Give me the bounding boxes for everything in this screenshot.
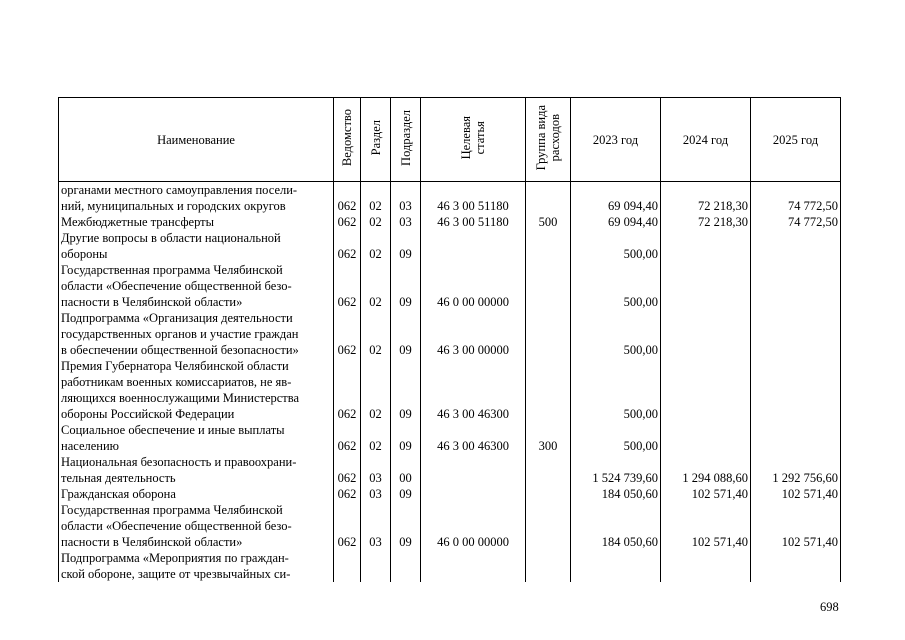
row-celevaya-statya: 46 0 00 00000 <box>421 262 526 310</box>
row-name-line: обороны Российской Федерации <box>61 407 235 421</box>
row-2024: 72 218,30 <box>661 182 751 215</box>
row-name <box>59 486 334 502</box>
row-name <box>59 262 334 310</box>
header-2025: 2025 год <box>751 98 841 182</box>
row-vedomstvo <box>334 550 361 582</box>
row-2023: 500,00 <box>571 262 661 310</box>
row-2025 <box>751 358 841 422</box>
row-gruppa-vida-rashodov <box>526 486 571 502</box>
row-2023: 500,00 <box>571 422 661 454</box>
budget-table <box>58 97 841 582</box>
row-gruppa-vida-rashodov <box>526 182 571 215</box>
row-vedomstvo: 062 <box>334 502 361 550</box>
row-name-line: Подпрограмма «Мероприятия по граждан- <box>61 551 289 565</box>
row-name-line: ской обороне, защите от чрезвычайных си- <box>61 567 291 581</box>
row-2025 <box>751 550 841 582</box>
row-2025 <box>751 230 841 262</box>
header-razdel: Раздел <box>361 98 391 182</box>
row-razdel: 02 <box>361 422 391 454</box>
table-row <box>59 454 841 486</box>
row-name-line: области «Обеспечение общественной безо- <box>61 279 292 293</box>
row-2024 <box>661 358 751 422</box>
row-razdel <box>361 550 391 582</box>
row-razdel: 02 <box>361 214 391 230</box>
row-razdel: 02 <box>361 358 391 422</box>
row-name-line: тельная деятельность <box>61 471 176 485</box>
row-celevaya-statya: 46 3 00 51180 <box>421 182 526 215</box>
row-vedomstvo: 062 <box>334 454 361 486</box>
row-podrazdel: 00 <box>391 454 421 486</box>
row-celevaya-statya <box>421 230 526 262</box>
table-row <box>59 486 841 502</box>
row-celevaya-statya: 46 3 00 46300 <box>421 358 526 422</box>
row-podrazdel: 09 <box>391 502 421 550</box>
row-name-line: Государственная программа Челябинской <box>61 503 283 517</box>
row-celevaya-statya: 46 3 00 00000 <box>421 310 526 358</box>
row-name-line: Другие вопросы в области национальной <box>61 231 281 245</box>
row-name-line: Премия Губернатора Челябинской области <box>61 359 289 373</box>
row-name-line: ляющихся военнослужащими Министерства <box>61 391 300 405</box>
row-2024 <box>661 230 751 262</box>
table-row <box>59 182 841 215</box>
row-2024 <box>661 310 751 358</box>
table-body <box>59 182 841 583</box>
row-2025 <box>751 422 841 454</box>
row-celevaya-statya <box>421 550 526 582</box>
row-podrazdel: 09 <box>391 486 421 502</box>
row-vedomstvo: 062 <box>334 310 361 358</box>
row-podrazdel: 03 <box>391 182 421 215</box>
table-row <box>59 422 841 454</box>
row-2024: 1 294 088,60 <box>661 454 751 486</box>
table-row <box>59 502 841 550</box>
table-row <box>59 550 841 582</box>
row-razdel: 03 <box>361 502 391 550</box>
row-name-line: Государственная программа Челябинской <box>61 263 283 277</box>
row-2023: 500,00 <box>571 230 661 262</box>
row-razdel: 02 <box>361 182 391 215</box>
row-name-line: Национальная безопасность и правоохрани- <box>61 455 297 469</box>
row-name <box>59 422 334 454</box>
row-gruppa-vida-rashodov <box>526 262 571 310</box>
row-gruppa-vida-rashodov: 300 <box>526 422 571 454</box>
row-name-line: органами местного самоуправления посели- <box>61 183 298 197</box>
row-name-line: обороны <box>61 247 108 261</box>
row-name-line: в обеспечении общественной безопасности» <box>61 343 299 357</box>
row-name-line: области «Обеспечение общественной безо- <box>61 519 292 533</box>
row-name <box>59 230 334 262</box>
header-gruppa-vida-rashodov: Группа вида расходов <box>526 98 571 182</box>
row-vedomstvo: 062 <box>334 182 361 215</box>
row-name-line: работникам военных комиссариатов, не яв- <box>61 375 292 389</box>
row-name-line: государственных органов и участие граждан <box>61 327 299 341</box>
row-gruppa-vida-rashodov <box>526 502 571 550</box>
row-celevaya-statya <box>421 454 526 486</box>
row-2025 <box>751 310 841 358</box>
row-gruppa-vida-rashodov <box>526 454 571 486</box>
row-2024 <box>661 550 751 582</box>
row-vedomstvo: 062 <box>334 230 361 262</box>
header-2023: 2023 год <box>571 98 661 182</box>
row-2025: 74 772,50 <box>751 214 841 230</box>
row-vedomstvo: 062 <box>334 214 361 230</box>
row-name <box>59 454 334 486</box>
row-2023: 500,00 <box>571 358 661 422</box>
row-podrazdel: 09 <box>391 262 421 310</box>
row-2023: 500,00 <box>571 310 661 358</box>
row-vedomstvo: 062 <box>334 486 361 502</box>
row-razdel: 03 <box>361 486 391 502</box>
row-2024: 72 218,30 <box>661 214 751 230</box>
row-2025 <box>751 262 841 310</box>
row-name <box>59 310 334 358</box>
header-name: Наименование <box>59 98 334 182</box>
row-2024: 102 571,40 <box>661 502 751 550</box>
row-2025: 1 292 756,60 <box>751 454 841 486</box>
row-name-line: Подпрограмма «Организация деятельности <box>61 311 293 325</box>
row-podrazdel: 09 <box>391 358 421 422</box>
page-number: 698 <box>820 600 839 614</box>
table-row <box>59 214 841 230</box>
row-gruppa-vida-rashodov <box>526 230 571 262</box>
row-name <box>59 550 334 582</box>
header-celevaya-statya: Целевая статья <box>421 98 526 182</box>
table-row <box>59 310 841 358</box>
row-gruppa-vida-rashodov <box>526 550 571 582</box>
row-vedomstvo: 062 <box>334 262 361 310</box>
header-vedomstvo: Ведомство <box>334 98 361 182</box>
row-name <box>59 182 334 215</box>
row-name-line: пасности в Челябинской области» <box>61 295 243 309</box>
table-row <box>59 230 841 262</box>
row-2024 <box>661 262 751 310</box>
row-name <box>59 358 334 422</box>
row-name-line: ний, муниципальных и городских округов <box>61 199 286 213</box>
row-razdel: 02 <box>361 310 391 358</box>
header-podrazdel: Подраздел <box>391 98 421 182</box>
header-row <box>59 98 841 182</box>
row-2025: 74 772,50 <box>751 182 841 215</box>
row-vedomstvo: 062 <box>334 422 361 454</box>
row-name <box>59 214 334 230</box>
row-2023: 69 094,40 <box>571 182 661 215</box>
table-row <box>59 358 841 422</box>
row-2024: 102 571,40 <box>661 486 751 502</box>
row-celevaya-statya <box>421 486 526 502</box>
row-name-line: населению <box>61 439 119 453</box>
row-razdel: 02 <box>361 262 391 310</box>
row-2023 <box>571 550 661 582</box>
row-name <box>59 502 334 550</box>
row-podrazdel <box>391 550 421 582</box>
row-razdel: 02 <box>361 230 391 262</box>
row-podrazdel: 09 <box>391 422 421 454</box>
row-name-line: Гражданская оборона <box>61 487 176 501</box>
row-2023: 184 050,60 <box>571 502 661 550</box>
row-name-line: Межбюджетные трансферты <box>61 215 215 229</box>
row-celevaya-statya: 46 0 00 00000 <box>421 502 526 550</box>
row-2023: 1 524 739,60 <box>571 454 661 486</box>
row-vedomstvo: 062 <box>334 358 361 422</box>
row-name-line: Социальное обеспечение и иные выплаты <box>61 423 285 437</box>
row-podrazdel: 09 <box>391 310 421 358</box>
row-name-line: пасности в Челябинской области» <box>61 535 243 549</box>
table-row <box>59 262 841 310</box>
row-2023: 184 050,60 <box>571 486 661 502</box>
row-razdel: 03 <box>361 454 391 486</box>
header-2024: 2024 год <box>661 98 751 182</box>
row-gruppa-vida-rashodov: 500 <box>526 214 571 230</box>
row-gruppa-vida-rashodov <box>526 358 571 422</box>
row-podrazdel: 03 <box>391 214 421 230</box>
row-2025: 102 571,40 <box>751 502 841 550</box>
row-celevaya-statya: 46 3 00 51180 <box>421 214 526 230</box>
row-2025: 102 571,40 <box>751 486 841 502</box>
row-2023: 69 094,40 <box>571 214 661 230</box>
row-gruppa-vida-rashodov <box>526 310 571 358</box>
row-celevaya-statya: 46 3 00 46300 <box>421 422 526 454</box>
row-2024 <box>661 422 751 454</box>
row-podrazdel: 09 <box>391 230 421 262</box>
